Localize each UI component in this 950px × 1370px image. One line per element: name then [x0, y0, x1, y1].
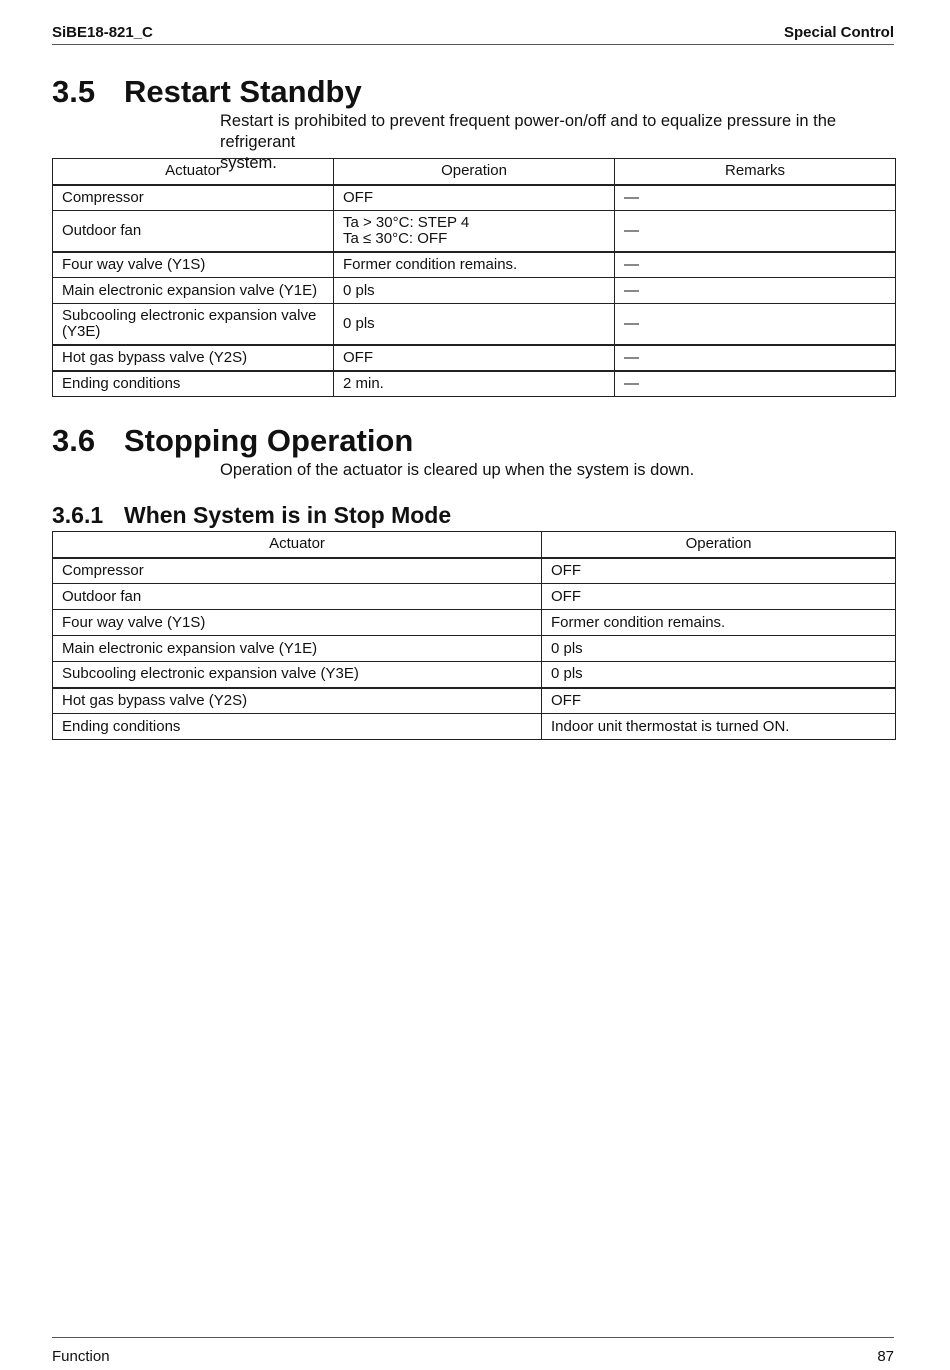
actuator-cell: Ending conditions — [53, 714, 542, 740]
operation-cell: OFF — [542, 584, 896, 610]
heading-number: 3.6 — [52, 423, 96, 458]
actuator-cell: Outdoor fan — [53, 584, 542, 610]
table-row — [53, 636, 896, 662]
remarks-cell: — — [615, 185, 896, 211]
actuator-cell — [53, 304, 334, 345]
table-row — [53, 371, 896, 397]
col-header-operation: Operation — [542, 532, 896, 558]
table-row — [53, 304, 896, 345]
remarks-cell: — — [615, 345, 896, 371]
heading-number: 3.6.1 — [52, 502, 104, 528]
page-header — [52, 24, 894, 45]
page-number: 87 — [877, 1348, 894, 1365]
actuator-cell: Main electronic expansion valve (Y1E) — [53, 278, 334, 304]
operation-cell: OFF — [542, 558, 896, 584]
operation-cell: 0 pls — [334, 304, 615, 345]
doc-id: SiBE18-821_C — [52, 24, 153, 41]
table-row — [53, 345, 896, 371]
actuator-cell: Ending conditions — [53, 371, 334, 397]
actuator-cell: Four way valve (Y1S) — [53, 610, 542, 636]
operation-cell: Former condition remains. — [542, 610, 896, 636]
table-row — [53, 584, 896, 610]
table-row — [53, 211, 896, 252]
operation-line: Ta > 30°C: STEP 4 — [343, 213, 470, 231]
actuator-cell: Four way valve (Y1S) — [53, 252, 334, 278]
operation-cell: 0 pls — [334, 278, 615, 304]
remarks-cell: — — [615, 211, 896, 252]
col-header-remarks: Remarks — [615, 159, 896, 185]
heading-title: Restart Standby — [124, 74, 362, 109]
stopping-operation-intro: Operation of the actuator is cleared up when the system is down. — [220, 461, 695, 479]
operation-cell: 0 pls — [542, 662, 896, 688]
actuator-cell: Subcooling electronic expansion valve (Y3E) — [53, 662, 542, 688]
intro-line: system. — [220, 154, 277, 172]
chapter-name: Function — [52, 1348, 110, 1365]
table-row — [53, 714, 896, 740]
heading-title: When System is in Stop Mode — [124, 502, 452, 528]
remarks-cell: — — [615, 252, 896, 278]
page-footer — [52, 1337, 894, 1364]
heading-3-6 — [52, 423, 413, 459]
actuator-cell: Outdoor fan — [53, 211, 334, 252]
table-row — [53, 662, 896, 688]
operation-cell: 2 min. — [334, 371, 615, 397]
intro-line: Restart is prohibited to prevent frequent power-on/off and to equalize pressure in the refrigerant — [220, 112, 837, 151]
operation-cell: Indoor unit thermostat is turned ON. — [542, 714, 896, 740]
remarks-cell: — — [615, 278, 896, 304]
actuator-cell: Compressor — [53, 558, 542, 584]
operation-line: Ta ≤ 30°C: OFF — [343, 229, 448, 247]
table-row — [53, 252, 896, 278]
section-title: Special Control — [783, 24, 894, 41]
remarks-cell: — — [615, 371, 896, 397]
operation-cell: 0 pls — [542, 636, 896, 662]
heading-number: 3.5 — [52, 74, 96, 109]
table-row — [53, 610, 896, 636]
heading-3-6-1 — [52, 502, 451, 529]
actuator-cell: Main electronic expansion valve (Y1E) — [53, 636, 542, 662]
heading-title: Stopping Operation — [124, 423, 414, 458]
operation-cell: Former condition remains. — [334, 252, 615, 278]
operation-cell — [334, 211, 615, 252]
actuator-cell: Compressor — [53, 185, 334, 211]
heading-3-5 — [52, 74, 362, 110]
col-header-operation: Operation — [334, 159, 615, 185]
operation-cell: OFF — [542, 688, 896, 714]
actuator-line: (Y3E) — [62, 322, 101, 340]
actuator-cell: Hot gas bypass valve (Y2S) — [53, 345, 334, 371]
restart-standby-table — [52, 158, 896, 397]
remarks-cell: — — [615, 304, 896, 345]
operation-cell: OFF — [334, 185, 615, 211]
table-row — [53, 688, 896, 714]
actuator-cell: Hot gas bypass valve (Y2S) — [53, 688, 542, 714]
operation-cell: OFF — [334, 345, 615, 371]
table-row — [53, 185, 896, 211]
table-row — [53, 278, 896, 304]
col-header-actuator: Actuator — [53, 532, 542, 558]
table-row — [53, 558, 896, 584]
actuator-line: Subcooling electronic expansion valve — [62, 306, 317, 324]
col-header-actuator: Actuator — [53, 159, 334, 185]
stop-mode-table — [52, 531, 896, 740]
